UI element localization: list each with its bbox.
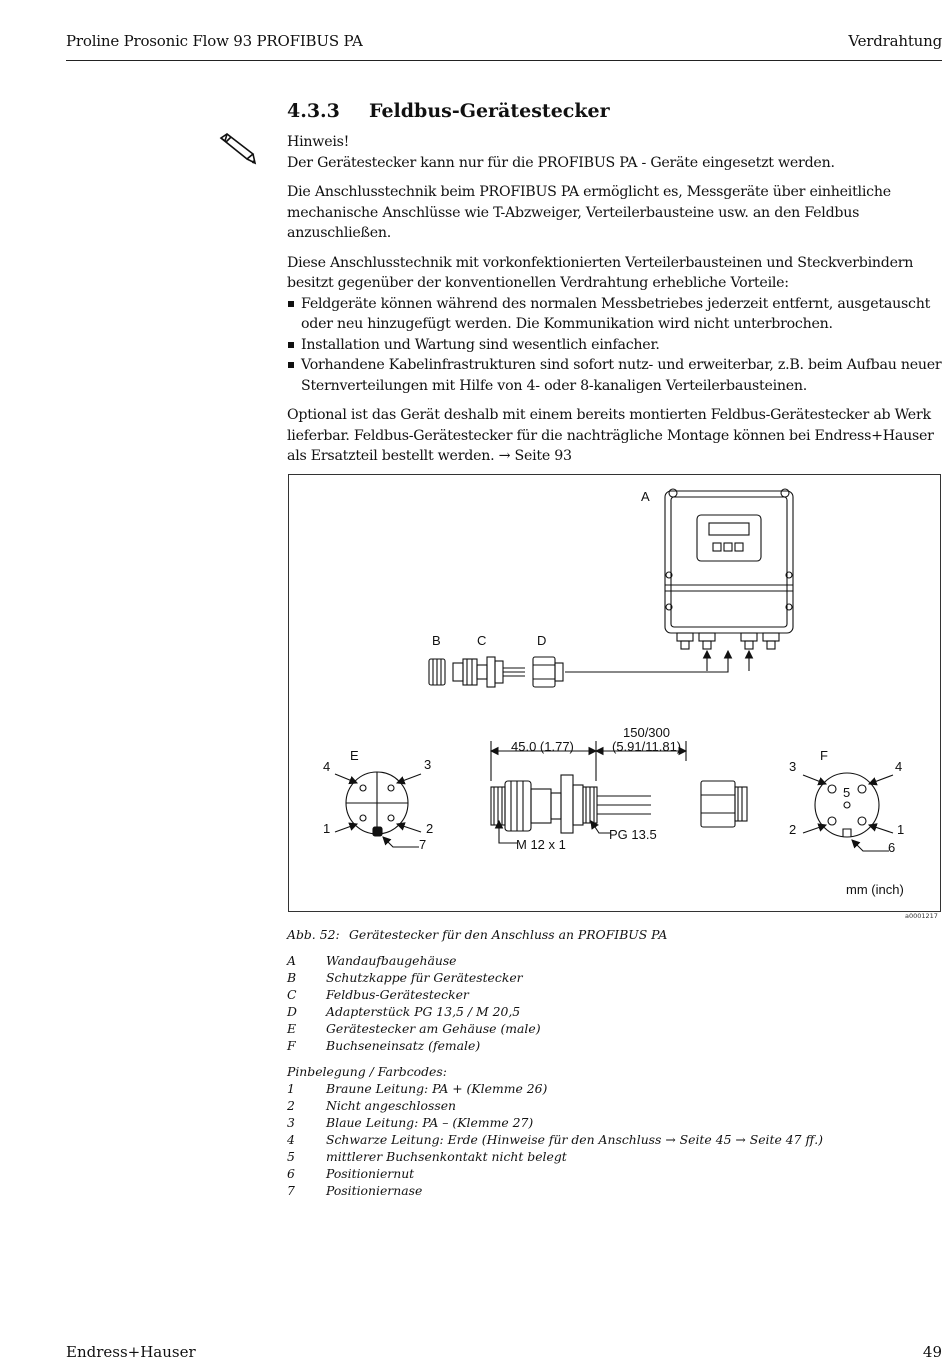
pin-label: 6 <box>888 840 896 855</box>
note-text: Der Gerätestecker kann nur für die PROFIBUS PA - Geräte eingesetzt werden. <box>287 154 835 171</box>
pin-label: 1 <box>323 821 331 836</box>
caption-text: Gerätestecker für den Anschluss an PROFIBUS PA <box>349 927 668 942</box>
closing-paragraph: Optional ist das Gerät deshalb mit einem bereits montierten Feldbus-Gerätestecker ab Werk lieferbar. Feldbus-Gerätestecker für die nachträgliche Montage können bei Endress+Hauser als Ersatzteil bestellt werden. → Seite 93 <box>287 407 934 464</box>
pin-label: 7 <box>419 837 427 852</box>
running-header-title: Proline Prosonic Flow 93 PROFIBUS PA <box>66 32 363 50</box>
label-b: B <box>432 633 441 648</box>
list-item: D Adapterstück PG 13,5 / M 20,5 <box>287 1004 521 1019</box>
page-number: 49 <box>922 1343 942 1361</box>
running-header-chapter: Verdrahtung <box>848 32 942 50</box>
list-item: 3 Blaue Leitung: PA – (Klemme 27) <box>287 1115 534 1130</box>
thread-m12-label: M 12 x 1 <box>516 837 566 852</box>
note-title: Hinweis! <box>287 134 350 150</box>
pencil-note-icon <box>217 132 259 166</box>
pin-label: 1 <box>897 822 905 837</box>
pin-assignment-title: Pinbelegung / Farbcodes: <box>287 1064 447 1079</box>
pin-assignment-list <box>287 1063 887 1199</box>
section-heading <box>287 100 610 122</box>
wall-housing-drawing <box>665 489 793 671</box>
thread-pg-label: PG 13.5 <box>609 827 657 842</box>
figure-id: a0001217 <box>905 912 938 920</box>
connector-drawing <box>289 475 940 911</box>
label-c: C <box>477 633 487 648</box>
list-item: 4 Schwarze Leitung: Erde (Hinweise für den Anschluss → Seite 45 → Seite 47 ff.) <box>287 1132 824 1147</box>
label-f: F <box>820 748 828 763</box>
list-item: B Schutzkappe für Gerätestecker <box>287 970 523 985</box>
pin-label: 2 <box>426 821 434 836</box>
advantages-list <box>287 294 947 397</box>
list-item: Installation und Wartung sind wesentlich einfacher. <box>287 335 947 356</box>
pin-label: 3 <box>789 759 797 774</box>
paragraph: Diese Anschlusstechnik mit vorkonfektionierten Verteilerbausteinen und Steckverbindern besitzt gegenüber der konventionellen Verdrahtung erhebliche Vorteile: <box>287 254 914 291</box>
list-item: 7 Positioniernase <box>287 1183 423 1198</box>
bullet-square-icon <box>288 362 294 368</box>
units-label: mm (inch) <box>846 882 904 897</box>
label-d: D <box>537 633 547 648</box>
connector-side-view-drawing <box>491 741 686 843</box>
adapter-drawing <box>701 781 747 827</box>
caption-number: Abb. 52: <box>287 927 340 942</box>
label-e: E <box>350 748 359 763</box>
figure-legend <box>287 952 887 1054</box>
bullet-square-icon <box>288 301 294 307</box>
list-item: 5 mittlerer Buchsenkontakt nicht belegt <box>287 1149 567 1164</box>
connector-assembly-drawing <box>429 651 728 687</box>
pin-label: 2 <box>789 822 797 837</box>
bullet-square-icon <box>288 342 294 348</box>
list-item: F Buchseneinsatz (female) <box>287 1038 481 1053</box>
list-item: C Feldbus-Gerätestecker <box>287 987 469 1002</box>
pin-label: 4 <box>323 759 331 774</box>
list-item: E Gerätestecker am Gehäuse (male) <box>287 1021 541 1036</box>
note-block <box>287 132 947 173</box>
list-item: 6 Positioniernut <box>287 1166 415 1181</box>
list-item: Vorhandene Kabelinfrastrukturen sind sofort nutz- und erweiterbar, z.B. beim Aufbau neuer Sternverteilungen mit Hilfe von 4- oder 8-kanaligen Verteilerbausteinen. <box>287 355 947 396</box>
list-item: 2 Nicht angeschlossen <box>287 1098 457 1113</box>
list-item: Feldgeräte können während des normalen Messbetriebes jederzeit entfernt, ausgetauscht oder neu hinzugefügt werden. Die Kommunikation wird nicht unterbrochen. <box>287 294 947 335</box>
pin-label: 4 <box>895 759 903 774</box>
label-a: A <box>641 489 650 504</box>
footer-brand: Endress+Hauser <box>66 1343 196 1361</box>
cable-length-inch-dimension: (5.91/11.81) <box>612 739 682 754</box>
header-rule <box>66 60 942 61</box>
figure-frame <box>288 474 941 912</box>
cable-length-dimension: 150/300 <box>623 725 670 740</box>
list-item: 1 Braune Leitung: PA + (Klemme 26) <box>287 1081 548 1096</box>
body-text <box>287 132 947 476</box>
figure-caption <box>287 927 667 942</box>
section-title: Feldbus-Gerätestecker <box>369 100 610 122</box>
pin-label: 3 <box>424 757 432 772</box>
section-number: 4.3.3 <box>287 100 340 122</box>
paragraph: Die Anschlusstechnik beim PROFIBUS PA ermöglicht es, Messgeräte über einheitliche mechanische Anschlüsse wie T-Abzweiger, Verteilerbausteine usw. an den Feldbus anzuschließen. <box>287 184 891 241</box>
list-item: A Wandaufbaugehäuse <box>287 953 457 968</box>
connector-length-dimension: 45.0 (1.77) <box>511 739 574 754</box>
pin-label: 5 <box>843 785 851 800</box>
